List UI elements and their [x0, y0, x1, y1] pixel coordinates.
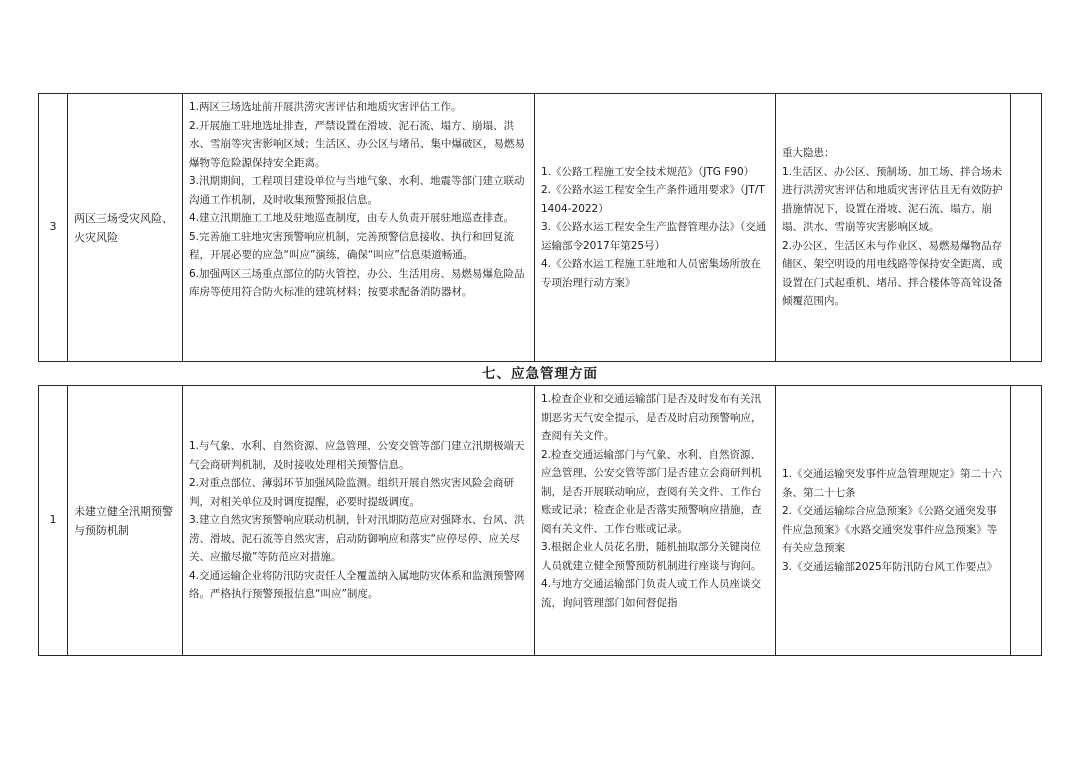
check-item: 4.与地方交通运输部门负责人或工作人员座谈交流，询问管理部门如何督促指	[541, 578, 762, 609]
check-item: 2.检查交通运输部门与气象、水利、自然资源、应急管理、公安交管等部门是否建立会商研判机制，是否开展联动响应，查阅有关文件、工作台账或记录；检查企业是否落实预警响应措施，查阅有关文件、工作台账或记录。	[541, 448, 762, 535]
measure-item: 4.建立汛期施工工地及驻地巡查制度，由专人负责开展驻地巡查排查。	[189, 212, 515, 224]
basis-item: 2.《公路水运工程安全生产条件通用要求》（JT/T 1404-2022）	[541, 184, 765, 215]
row-number: 1	[39, 386, 68, 656]
measure-item: 1.与气象、水利、自然资源、应急管理、公安交管等部门建立汛期极端天气会商研判机制，及时接收处理相关预警信息。	[189, 440, 525, 471]
measure-item: 6.加强两区三场重点部位的防火管控，办公、生活用房、易燃易爆危险品库房等使用符合防火标准的建筑材料；按要求配备消防器材。	[189, 267, 525, 298]
empty-cell	[1011, 94, 1042, 362]
risk-table-bottom	[38, 385, 1042, 656]
section-heading: 七、应急管理方面	[482, 366, 598, 382]
basis-cell	[776, 386, 1011, 656]
measure-item: 3.建立自然灾害预警响应联动机制，针对汛期防范应对强降水、台风、洪涝、滑坡、泥石流等自然灾害，启动防御响应和落实“应停尽停、应关尽关、应撤尽撤”等防范应对措施。	[189, 514, 525, 564]
measure-item: 2.开展施工驻地选址排查，严禁设置在滑坡、泥石流、塌方、崩塌、洪水、雪崩等灾害影响区域；生活区、办公区与堵吊、集中爆破区，易燃易爆物等危险源保持安全距离。	[189, 119, 525, 169]
basis-item: 1.《公路工程施工安全技术规范》（JTG F90）	[541, 165, 755, 178]
basis-cell	[535, 94, 776, 362]
basis-item: 2.《交通运输综合应急预案》《公路交通突发事件应急预案》《水路交通突发事件应急预案》等有关应急预案	[782, 505, 998, 554]
hazard-item: 2.办公区、生活区未与作业区、易燃易爆物品存储区、架空明设的用电线路等保持安全距离，或设置在门式起重机、堵吊、拌合楼体等高耸设备倾覆范围内。	[782, 239, 1003, 308]
risk-name: 未建立健全汛期预警与预防机制	[68, 386, 183, 656]
risk-name: 两区三场受灾风险、火灾风险	[68, 94, 183, 362]
basis-item: 3.《交通运输部2025年防汛防台风工作要点》	[782, 560, 998, 573]
measure-item: 2.对重点部位、薄弱环节加强风险监测。组织开展自然灾害风险会商研判，对相关单位及时调度提醒，必要时提级调度。	[189, 477, 515, 508]
hazard-item: 1.生活区、办公区、预制场、加工场、拌合场未进行洪涝灾害评估和地质灾害评估且无有效防护措施情况下，设置在滑坡、泥石流、塌方、崩塌、洪水、雪崩等灾害影响区域。	[782, 165, 1003, 234]
check-item: 3.根据企业人员花名册，随机抽取部分关键岗位人员就建立健全预警预防机制进行座谈与询问。	[541, 541, 762, 572]
measures-cell	[183, 386, 535, 656]
row-number: 3	[39, 94, 68, 362]
check-item: 1.检查企业和交通运输部门是否及时发布有关汛期恶劣天气安全提示，是否及时启动预警响应，查阅有关文件。	[541, 393, 762, 442]
empty-cell	[1011, 386, 1042, 656]
measure-item: 3.汛期期间，工程项目建设单位与当地气象、水利、地震等部门建立联动沟通工作机制，及时收集预警预报信息。	[189, 175, 525, 206]
measures-cell	[183, 94, 535, 362]
basis-item: 4.《公路水运工程施工驻地和人员密集场所放在专项治理行动方案》	[541, 258, 762, 289]
basis-item: 1.《交通运输突发事件应急管理规定》第二十六条、第二十七条	[782, 468, 1003, 499]
table-row	[39, 386, 1042, 656]
check-cell	[535, 386, 776, 656]
risk-table-top	[38, 93, 1042, 362]
basis-item: 3.《公路水运工程安全生产监督管理办法》（交通运输部令2017年第25号）	[541, 221, 767, 252]
measure-item: 1.两区三场选址前开展洪涝灾害评估和地质灾害评估工作。	[189, 101, 462, 113]
hazard-cell	[776, 94, 1011, 362]
measure-item: 5.完善施工驻地灾害预警响应机制，完善预警信息接收、执行和回复流程，开展必要的应急“叫应”演练，确保“叫应”信息渠道畅通。	[189, 230, 515, 261]
hazard-item: 重大隐患：	[782, 147, 835, 160]
table-row	[39, 94, 1042, 362]
measure-item: 4.交通运输企业将防汛防灾责任人全覆盖纳入属地防灾体系和监测预警网络。严格执行预警预报信息“叫应”制度。	[189, 569, 525, 601]
